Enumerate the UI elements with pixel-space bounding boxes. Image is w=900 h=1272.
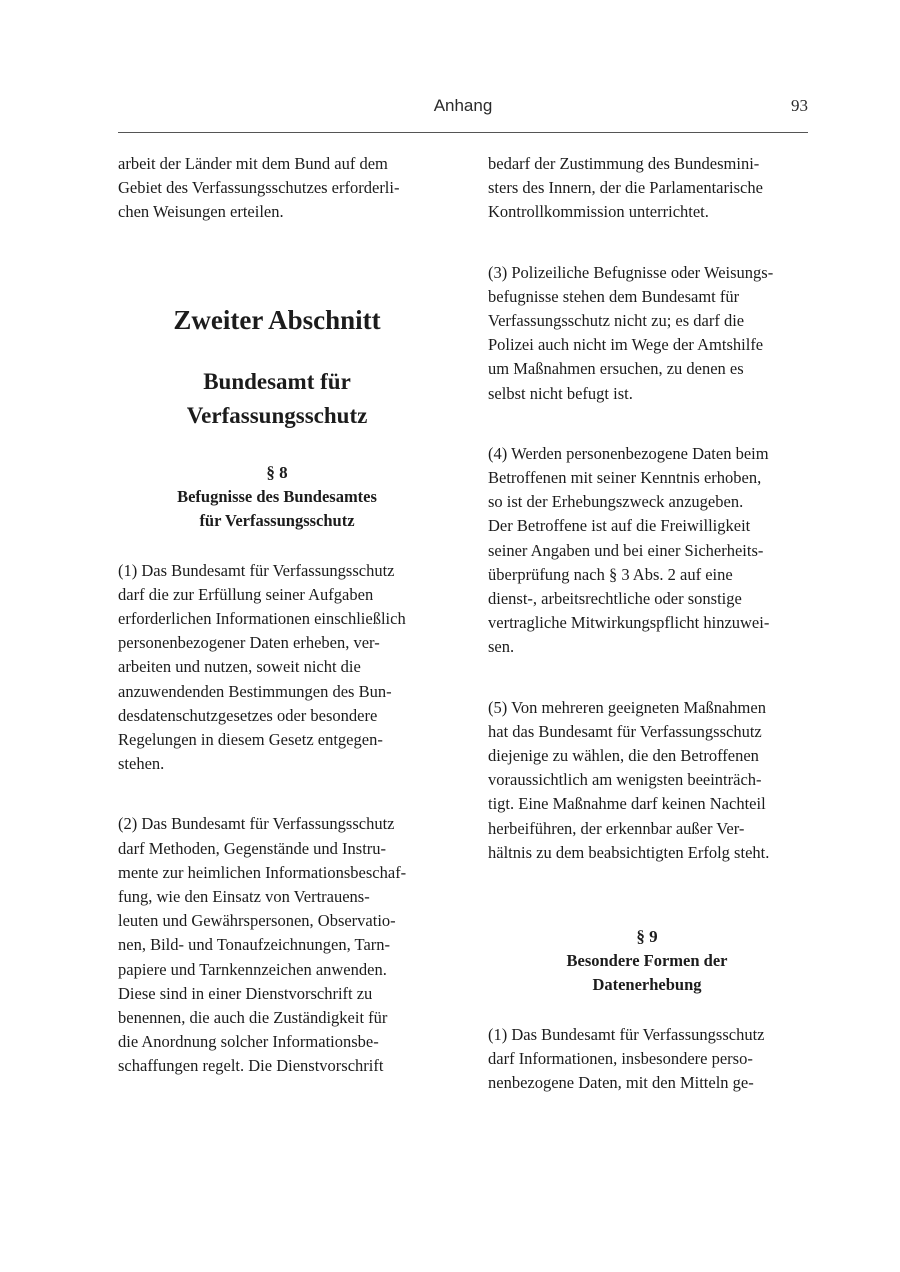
text-line: diejenige zu wählen, die den Betroffenen [488,746,759,766]
left-column [118,152,436,1079]
paragraph-title-line: Besondere Formen der [566,951,728,971]
header-rule [118,132,808,133]
text-line: arbeiten und nutzen, soweit nicht die [118,657,361,677]
text-line: schaffungen regelt. Die Dienstvorschrift [118,1056,384,1076]
office-title-line: Verfassungsschutz [186,402,368,428]
text-line: seiner Angaben und bei einer Sicherheits- [488,540,764,560]
text-line: mente zur heimlichen Informationsbeschaf- [118,862,407,882]
text-line: selbst nicht befugt ist. [488,383,633,403]
text-line: fung, wie den Einsatz von Vertrauens- [118,887,370,907]
text-line: die Anordnung solcher Informationsbe- [118,1032,379,1052]
text-line: stehen. [118,754,165,774]
text-line: Kontrollkommission unterrichtet. [488,202,709,222]
text-line: herbeiführen, der erkennbar außer Ver- [488,818,745,838]
text-line: sters des Innern, der die Parlamentarische [488,178,763,198]
text-line: (5) Von mehreren geeigneten Maßnahmen [488,697,766,717]
text-line: desdatenschutzgesetzes oder besondere [118,705,378,725]
paragraph-8-1 [118,559,436,777]
text-line: Verfassungsschutz nicht zu; es darf die [488,311,745,331]
text-line: (1) Das Bundesamt für Verfassungsschutz [488,1025,765,1045]
text-line: anzuwendenden Bestimmungen des Bun- [118,681,392,701]
text-line: darf die zur Erfüllung seiner Aufgaben [118,584,374,604]
text-line: darf Informationen, insbesondere perso- [488,1049,753,1069]
paragraph-8-sign: § 8 [266,462,288,482]
paragraph-8-5 [488,696,806,865]
page-number: 93 [791,96,808,115]
text-line: (4) Werden personenbezogene Daten beim [488,443,769,463]
right-column [488,152,806,1096]
text-line: bedarf der Zustimmung des Bundesmini- [488,154,760,173]
text-line: erforderlichen Informationen einschließlich [118,609,406,629]
paragraph-9-title [488,949,806,997]
text-line: (3) Polizeiliche Befugnisse oder Weisungs- [488,262,774,282]
text-line: dienst-, arbeitsrechtliche oder sonstige [488,589,742,609]
text-line: tigt. Eine Maßnahme darf keinen Nachteil [488,794,766,814]
text-line: hältnis zu dem beabsichtigten Erfolg steht. [488,842,770,862]
text-line: Diese sind in einer Dienstvorschrift zu [118,983,373,1003]
text-line: (2) Das Bundesamt für Verfassungsschutz [118,814,395,834]
paragraph-8-title [118,485,436,533]
text-line: Gebiet des Verfassungsschutzes erforderli- [118,178,400,198]
office-title-line: Bundesamt für [203,368,351,394]
paragraph-title-line: für Verfassungsschutz [199,510,355,530]
text-line: chen Weisungen erteilen. [118,202,284,222]
text-line: leuten und Gewährspersonen, Observatio- [118,911,396,931]
text-line: darf Methoden, Gegenstände und Instru- [118,838,387,858]
section-heading: Zweiter Abschnitt [173,304,381,335]
text-line: benennen, die auch die Zuständigkeit für [118,1008,388,1028]
text-line: arbeit der Länder mit dem Bund auf dem [118,154,388,173]
text-line: vertragliche Mitwirkungspflicht hinzuwei- [488,613,770,633]
text-line: papiere und Tarnkennzeichen anwenden. [118,959,387,979]
running-header [118,96,808,120]
paragraph-9-sign: § 9 [636,927,658,947]
text-line: um Maßnahmen ersuchen, zu denen es [488,359,744,379]
paragraph-title-line: Befugnisse des Bundesamtes [177,486,377,506]
text-line: Der Betroffene ist auf die Freiwilligkeit [488,516,751,536]
paragraph-8-4 [488,442,806,660]
text-line: befugnisse stehen dem Bundesamt für [488,286,740,306]
text-line: nenbezogene Daten, mit den Mitteln ge- [488,1073,754,1093]
text-line: so ist der Erhebungszweck anzugeben. [488,492,744,512]
office-title [118,365,436,433]
text-line: sen. [488,637,515,657]
continued-paragraph [488,152,806,225]
running-title: Anhang [433,96,493,115]
paragraph-8-3 [488,261,806,406]
text-line: nen, Bild- und Tonaufzeichnungen, Tarn- [118,935,391,955]
text-line: Polizei auch nicht im Wege der Amtshilfe [488,335,764,355]
text-line: voraussichtlich am wenigsten beeinträch- [488,770,762,790]
text-line: (1) Das Bundesamt für Verfassungsschutz [118,560,395,580]
text-line: überprüfung nach § 3 Abs. 2 auf eine [488,564,733,584]
paragraph-8-2 [118,812,436,1078]
text-line: Betroffenen mit seiner Kenntnis erhoben, [488,468,762,488]
paragraph-9-1 [488,1023,806,1096]
continued-paragraph [118,152,436,225]
paragraph-title-line: Datenerhebung [592,975,702,995]
text-line: hat das Bundesamt für Verfassungsschutz [488,721,762,741]
text-line: personenbezogener Daten erheben, ver- [118,633,380,653]
text-line: Regelungen in diesem Gesetz entgegen- [118,730,383,750]
